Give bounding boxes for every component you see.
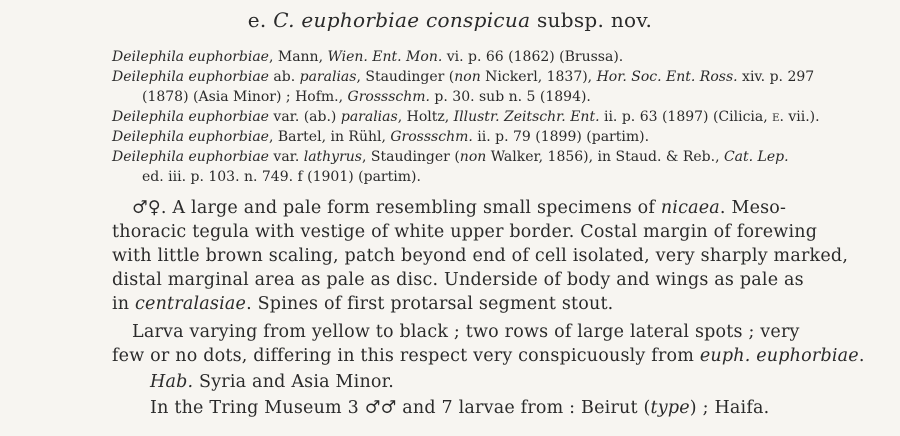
synonym-region: e. (772, 109, 784, 125)
description-line (112, 220, 817, 244)
synonym-rank: var. (ab.) (268, 109, 341, 125)
synonym-genus: Deilephila euphorbiae (112, 129, 269, 145)
synonym-line (112, 128, 649, 146)
synonym-rank: var. (268, 149, 304, 165)
synonym-citation: Walker, 1856), in Staud. & Reb., (486, 149, 724, 165)
synonym-journal: Wien. Ent. Mon. (327, 49, 443, 65)
description-line (112, 292, 613, 316)
synonym-work: Cat. Lep. (723, 149, 789, 165)
synonym-citation: xiv. p. 297 (737, 69, 815, 85)
synonym-author: , Staudinger ( (362, 149, 460, 165)
synonym-genus: Deilephila euphorbiae (112, 149, 269, 165)
synonym-citation: Nickerl, 1837), (480, 69, 597, 85)
description-text: . Spines of first protarsal segment stout. (246, 294, 614, 314)
synonym-work: Grossschm. (347, 89, 430, 105)
synonym-genus: Deilephila euphorbiae (112, 49, 269, 65)
taxon-heading (0, 8, 900, 32)
species-name: nicaea (660, 198, 720, 218)
synonym-work: Grossschm. (390, 129, 473, 145)
synonym-author: , Mann, (268, 49, 328, 65)
synonym-citation: p. 30. sub n. 5 (1894). (429, 89, 591, 105)
synonym-line (112, 148, 789, 166)
synonym-author: , Holtz, (397, 109, 454, 125)
synonym-form: lathyrus (303, 149, 362, 165)
species-name: centralasiae (135, 294, 247, 314)
description-line (112, 244, 848, 268)
description-line (112, 268, 804, 292)
synonym-line (112, 108, 820, 126)
habitat-text: Syria and Asia Minor. (193, 372, 395, 392)
museum-text: In the Tring Museum 3 (150, 398, 365, 418)
description-line (132, 196, 786, 220)
synonym-citation: vi. p. 66 (1862) (Brussa). (442, 49, 624, 65)
heading-taxon: C. euphorbiae conspicua (273, 8, 531, 32)
description-text: thoracic tegula with vestige of white upper border. Costal margin of forewing (112, 222, 818, 242)
synonym-journal: Hor. Soc. Ent. Ross. (596, 69, 738, 85)
synonym-citation: ii. p. 63 (1897) (Cilicia, (599, 109, 773, 125)
heading-prefix: e. (247, 8, 274, 32)
synonym-form: paralias (340, 109, 398, 125)
larva-text: . (858, 346, 865, 366)
synonym-line (112, 48, 623, 66)
habitat-line (150, 370, 394, 394)
museum-line (150, 396, 769, 420)
synonym-genus: Deilephila euphorbiae (112, 109, 269, 125)
larva-text: few or no dots, differing in this respect very conspicuously from (112, 346, 700, 366)
larva-line (112, 344, 865, 368)
synonym-citation: (1878) (Asia Minor) ; Hofm., (142, 89, 348, 105)
synonym-rank: ab. (268, 69, 300, 85)
heading-rank: subsp. nov. (530, 8, 653, 32)
museum-text: and 7 larvae from : Beirut ( (396, 398, 651, 418)
sex-symbols: ♂♀ (132, 198, 161, 218)
synonym-journal: Illustr. Zeitschr. Ent. (453, 109, 600, 125)
description-text: . Meso- (719, 198, 787, 218)
description-text: distal marginal area as pale as disc. Underside of body and wings as pale as (112, 270, 804, 290)
synonym-form: paralias (299, 69, 357, 85)
habitat-label: Hab. (150, 372, 194, 392)
synonym-citation: vii.). (783, 109, 820, 125)
species-name: euph. euphorbiae (699, 346, 859, 366)
description-text: with little brown scaling, patch beyond end of cell isolated, very sharply marked, (112, 246, 849, 266)
synonym-genus: Deilephila euphorbiae (112, 69, 269, 85)
synonym-non: non (459, 149, 487, 165)
synonym-line-continued (142, 88, 591, 106)
synonym-author: , Staudinger ( (356, 69, 455, 85)
synonym-citation: ii. p. 79 (1899) (partim). (472, 129, 650, 145)
description-text: in (112, 294, 136, 314)
synonym-citation: ed. iii. p. 103. n. 749. f (1901) (partim). (142, 169, 421, 185)
type-label: type (650, 398, 690, 418)
synonym-line-continued (142, 168, 421, 186)
museum-text: ) ; Haifa. (689, 398, 770, 418)
synonym-non: non (454, 69, 481, 85)
synonym-author: , Bartel, in Rühl, (268, 129, 391, 145)
description-text: . A large and pale form resembling small specimens of (160, 198, 661, 218)
larva-line (132, 320, 800, 344)
sex-symbols: ♂♂ (364, 398, 397, 418)
larva-text: Larva varying from yellow to black ; two rows of large lateral spots ; very (132, 322, 800, 342)
synonym-line (112, 68, 814, 86)
